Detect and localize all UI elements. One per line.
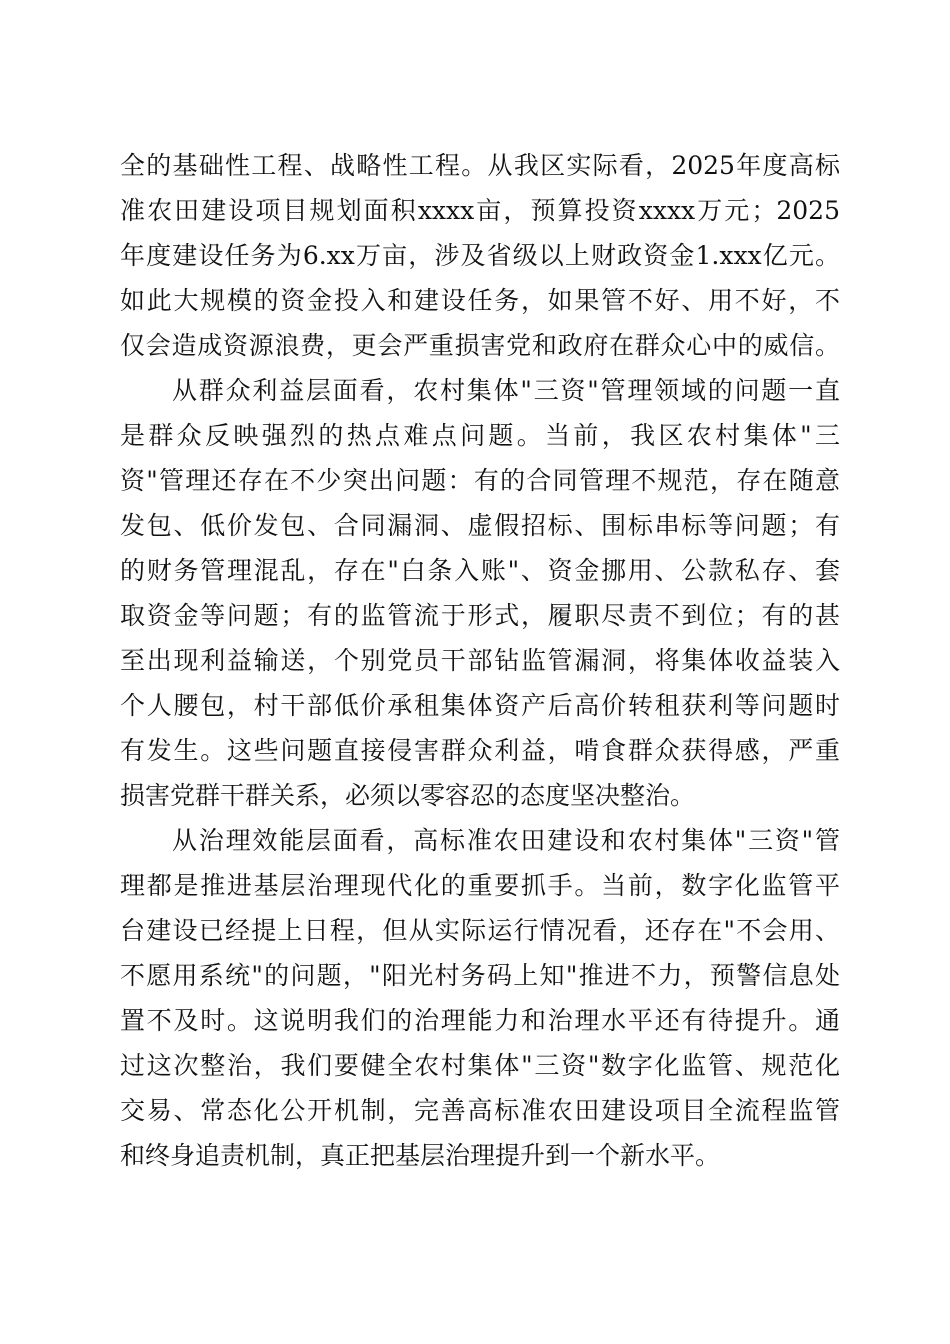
text-line: 有发生。这些问题直接侵害群众利益，啃食群众获得感，严重: [120, 736, 840, 765]
text-line: 取资金等问题；有的监管流于形式，履职尽责不到位；有的甚: [120, 601, 840, 630]
text-line: 交易、常态化公开机制，完善高标准农田建设项目全流程监管: [120, 1096, 840, 1125]
text-line: 个人腰包，村干部低价承租集体资产后高价转租获利等问题时: [120, 691, 840, 720]
text-line: 资"管理还存在不少突出问题：有的合同管理不规范，存在随意: [120, 466, 840, 495]
paragraph: [120, 368, 840, 818]
paragraph: [120, 818, 840, 1178]
text-line: 发包、低价发包、合同漏洞、虚假招标、围标串标等问题；有: [120, 511, 840, 540]
text-line: 和终身追责机制，真正把基层治理提升到一个新水平。: [120, 1141, 721, 1170]
paragraph: [120, 143, 840, 368]
text-line: 台建设已经提上日程，但从实际运行情况看，还存在"不会用、: [120, 916, 840, 945]
text-line: 损害党群干群关系，必须以零容忍的态度坚决整治。: [120, 781, 696, 810]
text-line: 从治理效能层面看，高标准农田建设和农村集体"三资"管: [172, 826, 840, 855]
text-line: 是群众反映强烈的热点难点问题。当前，我区农村集体"三: [120, 421, 840, 450]
text-line: 至出现利益输送，个别党员干部钻监管漏洞，将集体收益装入: [120, 646, 840, 675]
text-line: 准农田建设项目规划面积xxxx亩，预算投资xxxx万元；2025: [120, 196, 840, 225]
text-line: 年度建设任务为6.xx万亩，涉及省级以上财政资金1.xxx亿元。: [120, 241, 840, 270]
text-line: 过这次整治，我们要健全农村集体"三资"数字化监管、规范化: [120, 1051, 840, 1080]
text-line: 不愿用系统"的问题，"阳光村务码上知"推进不力，预警信息处: [120, 961, 840, 990]
text-line: 的财务管理混乱，存在"白条入账"、资金挪用、公款私存、套: [120, 556, 840, 585]
text-line: 理都是推进基层治理现代化的重要抓手。当前，数字化监管平: [120, 871, 840, 900]
body-text: [120, 143, 840, 1178]
text-line: 全的基础性工程、战略性工程。从我区实际看，2025年度高标: [120, 151, 840, 180]
text-line: 从群众利益层面看，农村集体"三资"管理领域的问题一直: [172, 376, 840, 405]
text-line: 置不及时。这说明我们的治理能力和治理水平还有待提升。通: [120, 1006, 840, 1035]
text-line: 如此大规模的资金投入和建设任务，如果管不好、用不好，不: [120, 286, 840, 315]
text-line: 仅会造成资源浪费，更会严重损害党和政府在群众心中的威信。: [120, 331, 840, 360]
